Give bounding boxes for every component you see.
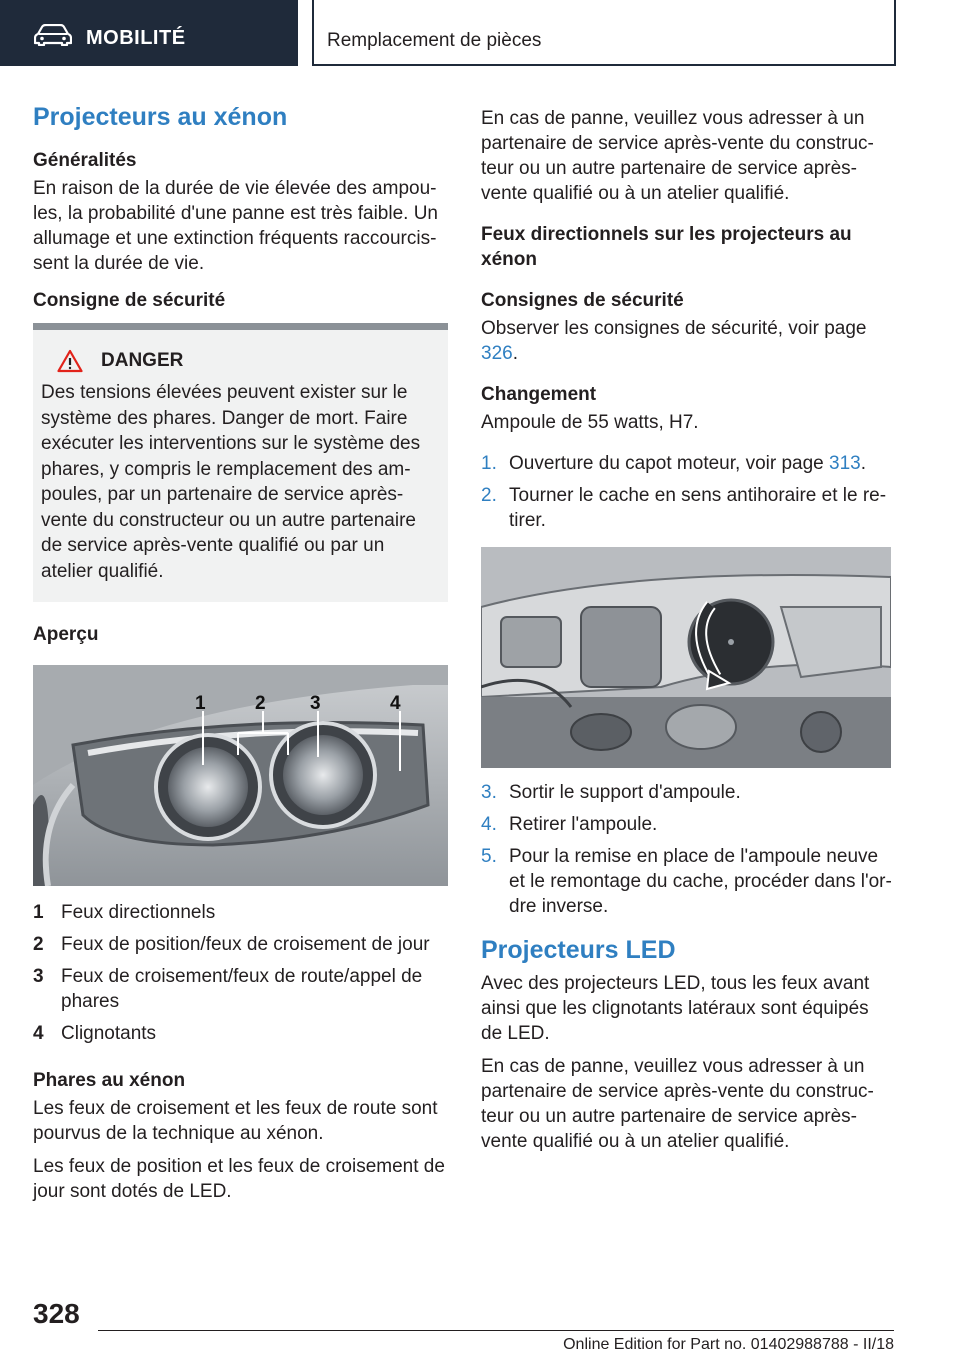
right-column [481, 106, 893, 1166]
section-title-xenon: Projecteurs au xénon [33, 103, 288, 131]
danger-text: Des tensions élevées peuvent exister sur le système des phares. Danger de mort. Faire exécuter les interventions sur le système des phares, y compris le remplacement des ampoules, par un partenaire de service après-vente du constructeur ou un autre partenaire de service après-vente qualifié ou par un atelier qualifié. [41, 382, 421, 582]
legend-item: 3 Feux de croisement/feux de route/appel de phares [33, 966, 423, 1012]
heading-xenon-lamps: Phares au xénon [33, 1070, 186, 1091]
general-text: En raison de la durée de vie élevée des ampoules, la probabilité d'une panne est très faible. Un allumage et une extinction fréquents raccourcissent la durée de vie. [33, 178, 438, 274]
left-column [33, 100, 448, 1216]
step-item: 5. Pour la remise en place de l'ampoule neuve et le remontage du cache, procéder dans l'ordre inverse. [481, 846, 892, 917]
led-text-1: Avec des projecteurs LED, tous les feux avant ainsi que les clignotants latéraux sont équipés de LED. [481, 973, 870, 1044]
engine-bay-illustration [481, 547, 891, 768]
page-header [0, 0, 960, 66]
danger-title: DANGER [101, 350, 184, 371]
edition-text: Online Edition for Part no. 01402988788 - II/18 [563, 1336, 894, 1353]
legend-item: 2 Feux de position/feux de croisement de jour [33, 934, 430, 955]
callout-2: 2 [255, 693, 266, 714]
danger-box [33, 323, 448, 602]
page-number: 328 [33, 1298, 80, 1329]
change-text: Ampoule de 55 watts, H7. [481, 412, 699, 433]
engine-bay-figure [481, 547, 891, 768]
headlight-illustration [33, 665, 448, 886]
chapter-label: Remplacement de pièces [327, 30, 542, 51]
heading-turn-signals: Feux directionnels sur les projecteurs au xénon [481, 224, 852, 270]
step-item: 2. Tourner le cache en sens antihoraire et le retirer. [481, 485, 887, 531]
steps-list-b [481, 780, 893, 919]
step-item: 3. Sortir le support d'ampoule. [481, 782, 741, 803]
warning-triangle-icon [57, 349, 83, 373]
headlight-figure [33, 665, 448, 886]
callout-3: 3 [310, 693, 321, 714]
safety-text: Observer les consignes de sécurité, voir page 326. [481, 318, 867, 364]
steps-list-a [481, 451, 893, 533]
page-link-326[interactable]: 326 [481, 343, 513, 364]
footer-divider [98, 1330, 894, 1331]
figure-legend [33, 900, 448, 1046]
step-item: 4. Retirer l'ampoule. [481, 814, 658, 835]
car-icon [34, 24, 72, 46]
danger-header [41, 348, 438, 374]
heading-safety: Consigne de sécurité [33, 290, 226, 311]
intro-text: En cas de panne, veuillez vous adresser à un partenaire de service après-vente du constructeur ou un autre partenaire de service après-vente qualifié ou à un atelier qualifié. [481, 108, 874, 204]
section-tab[interactable] [0, 0, 298, 66]
heading-change: Changement [481, 384, 597, 405]
heading-general: Généralités [33, 150, 137, 171]
legend-item: 4 Clignotants [33, 1023, 157, 1044]
callout-4: 4 [390, 693, 401, 714]
step-item: 1. Ouverture du capot moteur, voir page 313. [481, 453, 866, 474]
callout-1: 1 [195, 693, 206, 714]
section-title-led: Projecteurs LED [481, 936, 676, 964]
xenon-text-2: Les feux de position et les feux de croisement de jour sont dotés de LED. [33, 1156, 445, 1202]
heading-overview: Aperçu [33, 624, 99, 645]
heading-safety-instructions: Consignes de sécurité [481, 290, 684, 311]
xenon-text-1: Les feux de croisement et les feux de route sont pourvus de la technique au xénon. [33, 1098, 438, 1144]
section-label: MOBILITÉ [86, 27, 186, 49]
chapter-tab[interactable] [312, 0, 896, 66]
page-link-313[interactable]: 313 [829, 453, 861, 474]
led-text-2: En cas de panne, veuillez vous adresser à un partenaire de service après-vente du constructeur ou un autre partenaire de service après-vente qualifié ou à un atelier qualifié. [481, 1056, 874, 1152]
legend-item: 1 Feux directionnels [33, 902, 216, 923]
